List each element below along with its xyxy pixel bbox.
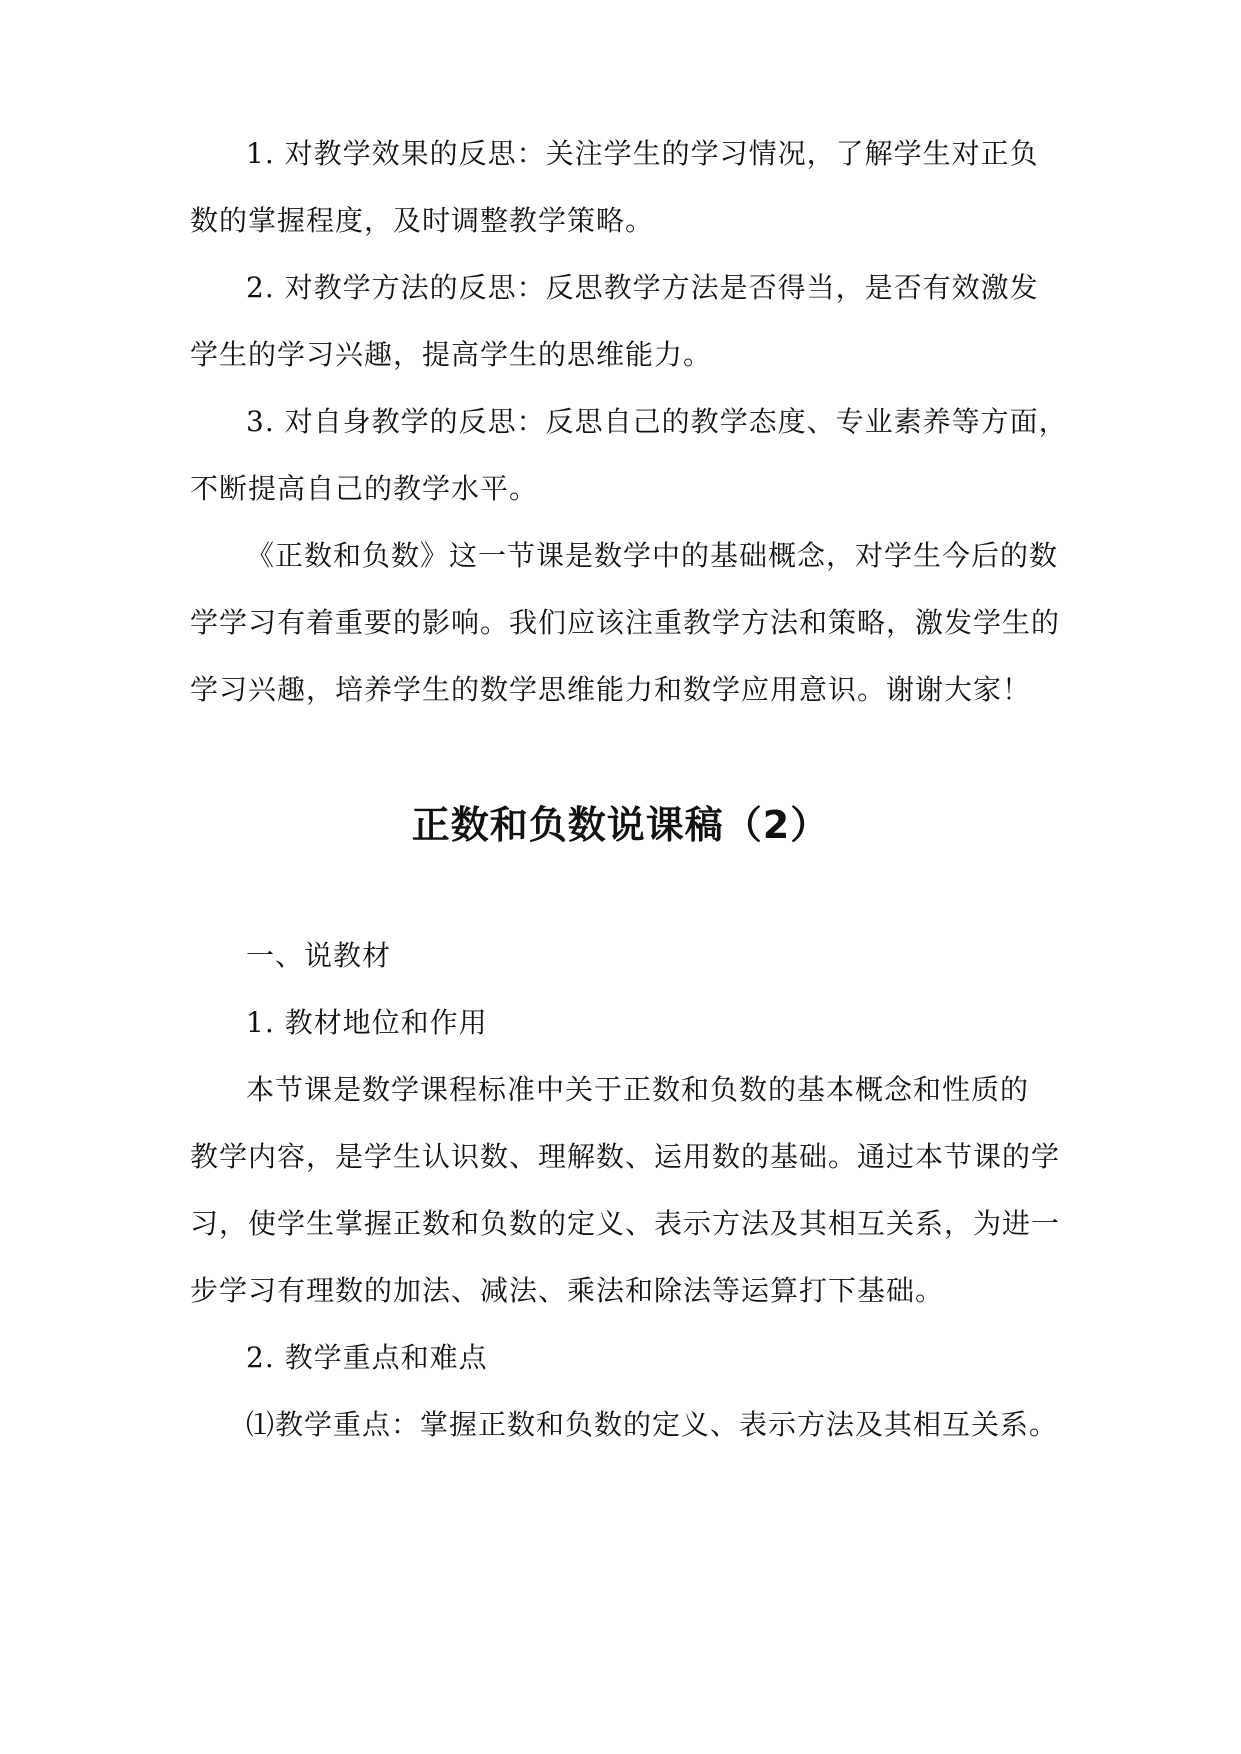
paragraph-line: 习，使学生掌握正数和负数的定义、表示方法及其相互关系，为进一 (190, 1207, 1061, 1240)
paragraph-line: 一、说教材 (246, 939, 392, 972)
paragraph-line: 《正数和负数》这一节课是数学中的基础概念，对学生今后的数 (246, 539, 1059, 572)
paragraph-line: ⑴教学重点：掌握正数和负数的定义、表示方法及其相互关系。 (246, 1408, 1059, 1441)
paragraph-line: 2. 教学重点和难点 (246, 1341, 488, 1374)
paragraph-line: 步学习有理数的加法、减法、乘法和除法等运算打下基础。 (190, 1274, 945, 1307)
paragraph-line: 学习兴趣，培养学生的数学思维能力和数学应用意识。谢谢大家！ (190, 673, 1032, 706)
paragraph-line: 学生的学习兴趣，提高学生的思维能力。 (190, 338, 713, 371)
paragraph-line: 教学内容，是学生认识数、理解数、运用数的基础。通过本节课的学 (190, 1140, 1061, 1173)
paragraph-line: 1. 对教学效果的反思：关注学生的学习情况，了解学生对正负 (246, 137, 1039, 170)
paragraph-line: 1. 教材地位和作用 (246, 1006, 488, 1039)
paragraph-line: 不断提高自己的教学水平。 (190, 472, 539, 505)
section-title: 正数和负数说课稿（2） (411, 803, 830, 847)
paragraph-line: 学学习有着重要的影响。我们应该注重教学方法和策略，激发学生的 (190, 606, 1061, 639)
paragraph-line: 2. 对教学方法的反思：反思教学方法是否得当，是否有效激发 (246, 271, 1039, 304)
paragraph-line: 3. 对自身教学的反思：反思自己的教学态度、专业素养等方面， (246, 405, 1068, 438)
paragraph-line: 数的掌握程度，及时调整教学策略。 (190, 204, 655, 237)
paragraph-line: 本节课是数学课程标准中关于正数和负数的基本概念和性质的 (246, 1073, 1030, 1106)
